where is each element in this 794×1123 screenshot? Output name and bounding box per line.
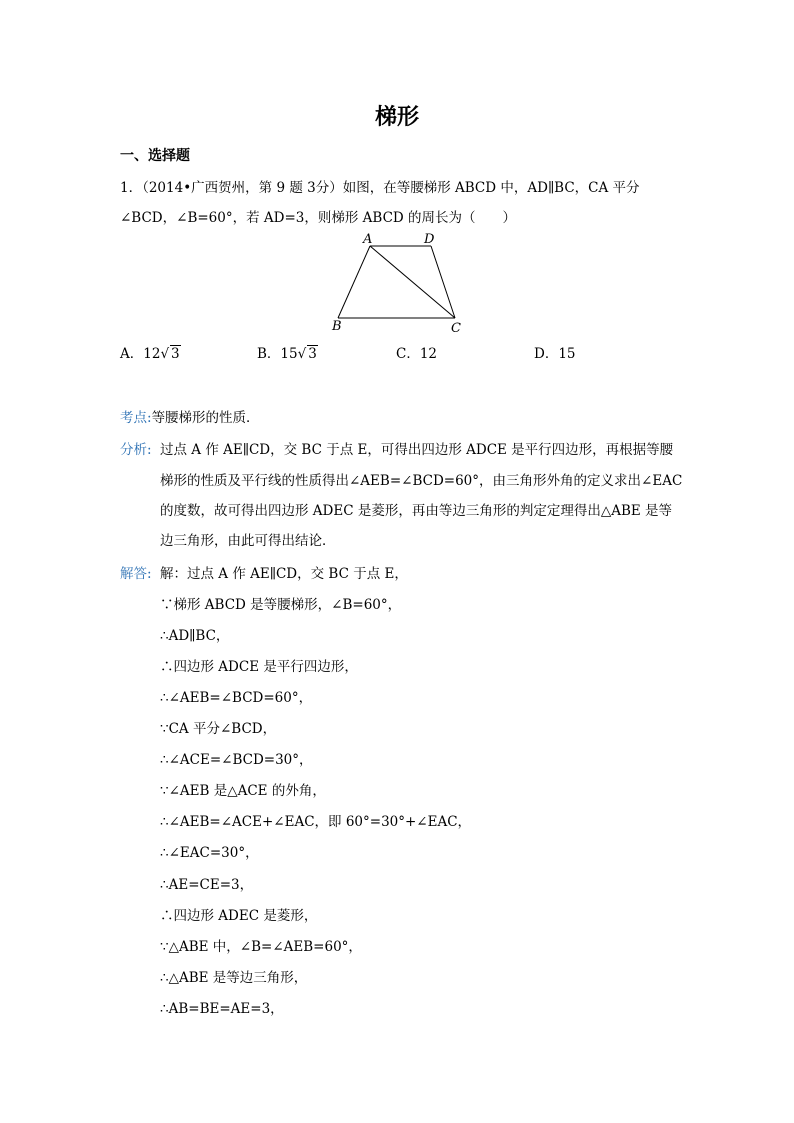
option-b[interactable]	[257, 342, 318, 362]
kaodian-row	[120, 406, 260, 426]
jieda-step: ∴∠ACE=∠BCD=30°，	[160, 752, 313, 768]
kaodian-label: 考点:	[120, 410, 152, 426]
jieda-step: ∴四边形 ADEC 是菱形，	[160, 908, 318, 924]
label-b: B	[332, 319, 342, 334]
option-a-text: A．12	[120, 346, 161, 362]
question-line-2: ∠BCD，∠B=60°，若 AD=3，则梯形 ABCD 的周长为（ ）	[120, 210, 517, 226]
trapezoid-figure	[320, 226, 480, 338]
jieda-label: 解答:	[120, 566, 152, 582]
jieda-step: ∵△ABE 中，∠B=∠AEB=60°，	[160, 939, 362, 955]
jieda-step: ∵CA 平分∠BCD，	[160, 721, 277, 737]
fenxi-line: 的度数，故可得出四边形 ADEC 是菱形，再由等边三角形的判定定理得出△ABE 是等	[160, 503, 673, 519]
jieda-step: ∵梯形 ABCD 是等腰梯形，∠B=60°，	[160, 597, 402, 613]
jieda-step: ∴AB=BE=AE=3，	[160, 1001, 284, 1017]
kaodian-text: 等腰梯形的性质．	[151, 410, 260, 426]
fenxi-line: 梯形的性质及平行线的性质得出∠AEB=∠BCD=60°，由三角形外角的定义求出∠EAC	[160, 473, 683, 489]
jieda-step: ∴△ABE 是等边三角形，	[160, 970, 308, 986]
jieda-first-line: 解：过点 A 作 AE∥CD，交 BC 于点 E，	[160, 566, 408, 582]
sqrt-icon: √ 3	[297, 346, 317, 362]
sqrt-icon: √ 3	[160, 346, 180, 362]
jieda-step: ∵∠AEB 是△ACE 的外角，	[160, 783, 326, 799]
jieda-step: ∴∠EAC=30°，	[160, 845, 259, 861]
jieda-step: ∴∠AEB=∠BCD=60°，	[160, 690, 313, 706]
diagonal-ac	[370, 246, 455, 318]
option-a[interactable]	[120, 342, 181, 362]
question-line-1: 1．（2014•广西贺州，第 9 题 3分）如图，在等腰梯形 ABCD 中，AD∥BC，CA 平分	[120, 180, 640, 196]
jieda-step: ∴AE=CE=3，	[160, 877, 254, 893]
label-a: A	[363, 232, 373, 247]
jieda-step: ∴∠AEB=∠ACE+∠EAC，即 60°=30°+∠EAC，	[160, 814, 472, 830]
section-heading: 一、选择题	[120, 148, 190, 164]
page-title: 梯形	[374, 104, 419, 130]
fenxi-line: 边三角形，由此可得出结论．	[160, 533, 336, 549]
option-b-text: B．15	[257, 346, 298, 362]
label-c: C	[451, 321, 461, 336]
jieda-step: ∴AD∥BC，	[160, 628, 230, 644]
edge-ab	[338, 246, 370, 318]
fenxi-label: 分析:	[120, 442, 152, 458]
option-c[interactable]: C．12	[396, 346, 438, 362]
option-d[interactable]: D．15	[534, 346, 576, 362]
label-d: D	[424, 232, 435, 247]
jieda-step: ∴四边形 ADCE 是平行四边形，	[160, 659, 358, 675]
fenxi-line: 过点 A 作 AE∥CD，交 BC 于点 E，可得出四边形 ADCE 是平行四边形，再根据等腰	[160, 442, 674, 458]
